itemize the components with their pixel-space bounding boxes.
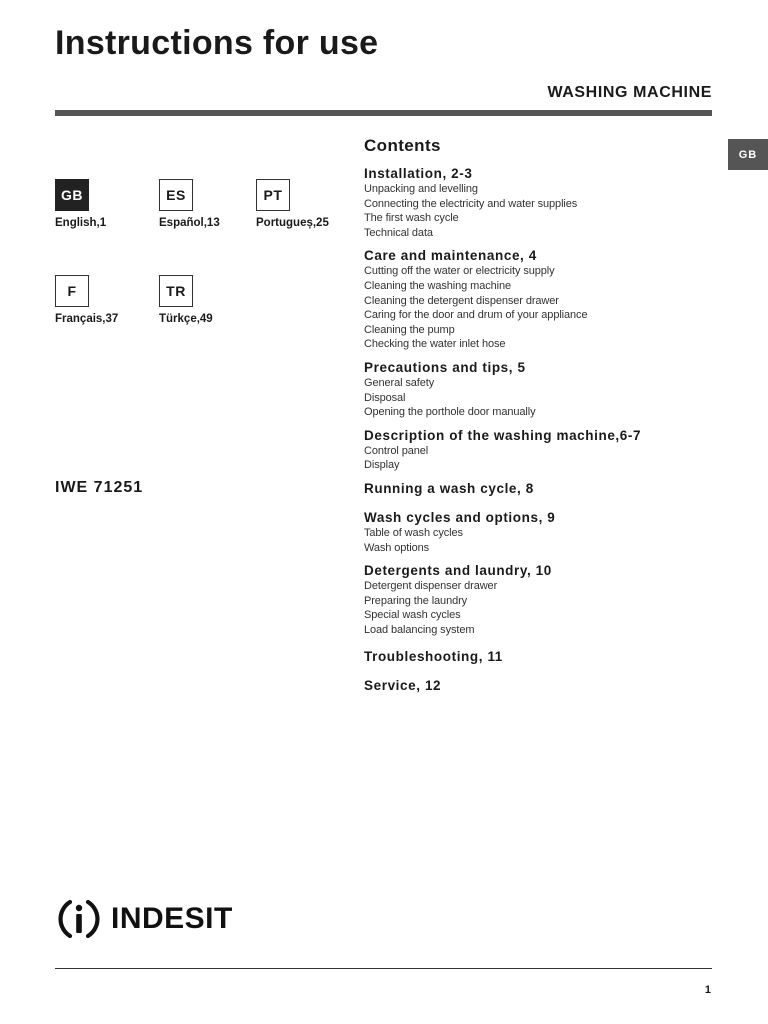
- toc-item[interactable]: Control panel: [364, 444, 429, 457]
- toc-item[interactable]: Wash options: [364, 541, 430, 554]
- toc-section-title[interactable]: Description of the washing machine,6-7: [364, 427, 642, 443]
- toc-item[interactable]: Cleaning the detergent dispenser drawer: [364, 294, 559, 307]
- toc-item[interactable]: Cleaning the pump: [364, 323, 455, 336]
- toc-item[interactable]: Table of wash cycles: [364, 526, 463, 539]
- toc-section-wash-cycles: [364, 510, 704, 555]
- toc-section-troubleshooting: [364, 649, 704, 665]
- toc-section-title[interactable]: Care and maintenance, 4: [364, 248, 537, 264]
- toc-section-running: [364, 481, 704, 497]
- toc-section-title[interactable]: Wash cycles and options, 9: [364, 509, 556, 525]
- toc-item[interactable]: General safety: [364, 376, 435, 389]
- toc-item[interactable]: Cutting off the water or electricity supply: [364, 265, 555, 278]
- language-side-tab[interactable]: GB: [728, 139, 768, 170]
- language-es[interactable]: [159, 179, 249, 229]
- toc-item[interactable]: Detergent dispenser drawer: [364, 580, 498, 593]
- language-code-gb[interactable]: GB: [55, 179, 89, 211]
- language-code-f[interactable]: F: [55, 275, 89, 307]
- toc-section-title[interactable]: Precautions and tips, 5: [364, 359, 526, 375]
- toc-item[interactable]: Disposal: [364, 391, 406, 404]
- brand-name: INDESIT: [111, 902, 233, 935]
- toc-item[interactable]: Special wash cycles: [364, 609, 461, 622]
- language-code-es[interactable]: ES: [159, 179, 193, 211]
- language-code-tr[interactable]: TR: [159, 275, 193, 307]
- footer-divider: [55, 968, 712, 969]
- language-label-gb: English,1: [55, 217, 107, 229]
- table-of-contents: [364, 136, 704, 702]
- language-label-pt: Portugueș,25: [256, 217, 329, 229]
- toc-section-installation: [364, 166, 704, 240]
- language-label-es: Español,13: [159, 217, 220, 229]
- toc-section-title[interactable]: Running a wash cycle, 8: [364, 480, 534, 496]
- brand-logo: [55, 895, 233, 943]
- toc-section-description: [364, 428, 704, 473]
- toc-item[interactable]: Unpacking and levelling: [364, 183, 478, 195]
- toc-item[interactable]: The first wash cycle: [364, 212, 459, 225]
- language-code-pt[interactable]: PT: [256, 179, 290, 211]
- toc-section-title[interactable]: Troubleshooting, 11: [364, 649, 503, 665]
- model-number: IWE 71251: [55, 479, 144, 496]
- toc-section-title[interactable]: Detergents and laundry, 10: [364, 563, 552, 579]
- language-f[interactable]: [55, 275, 145, 325]
- language-label-tr: Türkçe,49: [159, 313, 213, 325]
- toc-item[interactable]: Preparing the laundry: [364, 594, 468, 607]
- toc-item[interactable]: Opening the porthole door manually: [364, 406, 536, 419]
- toc-item[interactable]: Connecting the electricity and water supplies: [364, 197, 578, 210]
- toc-item[interactable]: Technical data: [364, 226, 433, 239]
- toc-item[interactable]: Caring for the door and drum of your appliance: [364, 309, 588, 322]
- toc-section-detergents: [364, 563, 704, 637]
- language-label-f: Français,37: [55, 313, 119, 325]
- toc-item[interactable]: Display: [364, 459, 400, 472]
- toc-section-care: [364, 248, 704, 352]
- contents-heading: Contents: [364, 136, 441, 155]
- page-title: Instructions for use: [55, 24, 379, 62]
- product-type: WASHING MACHINE: [547, 84, 712, 101]
- toc-section-precautions: [364, 360, 704, 420]
- toc-item[interactable]: Checking the water inlet hose: [364, 338, 506, 351]
- toc-section-title[interactable]: Service, 12: [364, 678, 442, 694]
- page-number: 1: [704, 984, 711, 996]
- toc-item[interactable]: Load balancing system: [364, 623, 475, 636]
- language-tr[interactable]: [159, 275, 249, 325]
- header-divider: [55, 110, 712, 116]
- language-gb[interactable]: [55, 179, 145, 229]
- indesit-logo-icon: [55, 895, 103, 943]
- toc-section-title[interactable]: Installation, 2-3: [364, 166, 473, 181]
- language-pt[interactable]: [256, 179, 346, 229]
- toc-item[interactable]: Cleaning the washing machine: [364, 279, 512, 292]
- toc-section-service: [364, 678, 704, 694]
